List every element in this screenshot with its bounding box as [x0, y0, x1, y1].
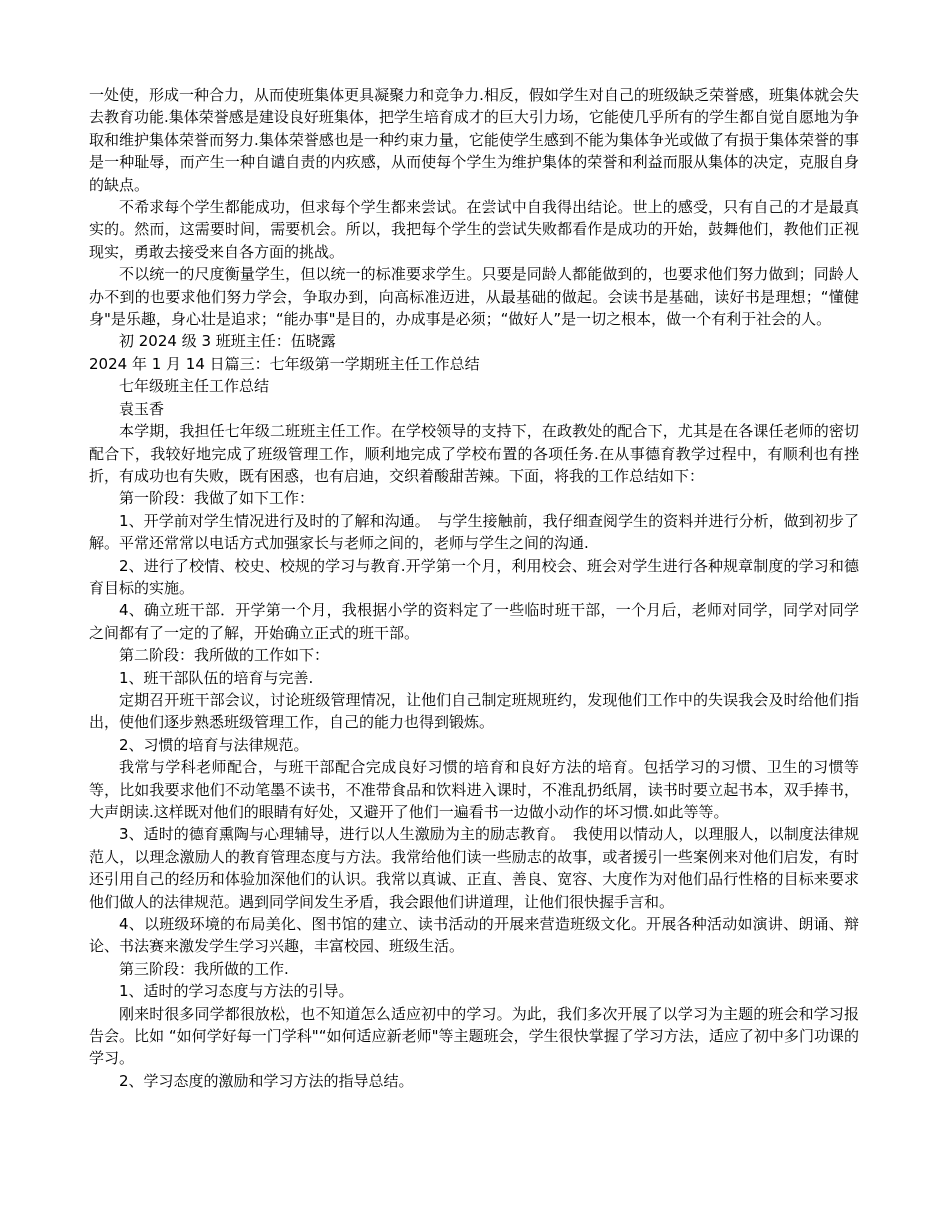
item-heading: 2、习惯的培育与法律规范。	[119, 735, 309, 754]
paragraph: 1、开学前对学生情况进行及时的了解和沟通。 与学生接触前，我仔细查阅学生的资料并进行分析，做到初步了解。平常还常常以电话方式加强家长与老师之间的，老师与学生之间的沟通.	[89, 511, 859, 553]
signature-line: 初 2024 级 3 班班主任：伍晓露	[119, 332, 336, 351]
paragraph: 2、进行了校情、校史、校规的学习与教育.开学第一个月，利用校会、班会对学生进行各种规章制度的学习和德育目标的实施。	[89, 556, 859, 597]
paragraph: 4、以班级环境的布局美化、图书馆的建立、读书活动的开展来营造班级文化。开展各种活动如演讲、朗诵、辩论、书法赛来激发学生学习兴趣，丰富校园、班级生活。	[89, 915, 859, 956]
date-and-section-title: 2024 年 1 月 14 日篇三：七年级第一学期班主任工作总结	[89, 354, 480, 373]
item-heading: 2、学习态度的激励和学习方法的指导总结。	[119, 1071, 414, 1090]
document-page	[89, 84, 859, 1092]
paragraph: 4、确立班干部．开学第一个月，我根据小学的资料定了一些临时班干部，一个月后，老师对同学，同学对同学之间都有了一定的了解，开始确立正式的班干部。	[89, 601, 859, 642]
item-heading: 1、适时的学习态度与方法的引导。	[119, 982, 354, 1001]
stage-heading: 第三阶段：我所做的工作.	[119, 959, 289, 978]
stage-heading: 第二阶段：我所做的工作如下：	[119, 646, 330, 665]
paragraph: 一处使，形成一种合力，从而使班集体更具凝聚力和竞争力.相反，假如学生对自己的班级缺乏荣誉感，班集体就会失去教育功能.集体荣誉感是建设良好班集体，把学生培育成才的巨大引力场，它能使几乎所有的学生都自觉自愿地为争取和维护集体荣誉而努力.集体荣誉感也是一种约束力量，它能使学生感到不能为集体争光或做了有损于集体荣誉的事是一种耻辱，而产生一种自谴自责的内疚感，从而使每个学生为维护集体的荣誉和利益而服从集体的决定，克服自身的缺点。	[89, 86, 859, 194]
stage-heading: 第一阶段：我做了如下工作：	[119, 489, 315, 508]
paragraph: 定期召开班干部会议，讨论班级管理情况，让他们自己制定班规班约，发现他们工作中的失误我会及时给他们指出，使他们逐步熟悉班级管理工作，自己的能力也得到锻炼。	[89, 690, 859, 732]
paragraph: 刚来时很多同学都很放松，也不知道怎么适应初中的学习。为此，我们多次开展了以学习为主题的班会和学习报告会。比如 “如何学好每一门学科"“如何适应新老师"等主题班会，学生很快掌握了学习方法，适应了初中多门功课的学习。	[89, 1004, 859, 1068]
document-title: 七年级班主任工作总结	[119, 377, 270, 396]
paragraph: 我常与学科老师配合，与班干部配合完成良好习惯的培育和良好方法的培育。包括学习的习惯、卫生的习惯等等，比如我要求他们不动笔墨不读书，不准带食品和饮料进入课时，不准乱扔纸屑，读书时要立起书本，双手捧书，大声朗读.这样既对他们的眼睛有好处，又避开了他们一遍看书一边做小动作的坏习惯.如此等等。	[89, 758, 859, 821]
paragraph: 3、适时的德育熏陶与心理辅导，进行以人生激励为主的励志教育。 我使用以情动人，以理服人，以制度法律规范人，以理念激励人的教育管理态度与方法。我常给他们读一些励志的故事，或者援引一些案例来对他们启发，有时还引用自己的经历和体验加深他们的认识。我常以真诚、正直、善良、宽容、大度作为对他们品行性格的目标来要求他们做人的法律规范。遇到同学间发生矛盾，我会跟他们讲道理，让他们很快握手言和。	[89, 825, 859, 911]
item-heading: 1、班干部队伍的培育与完善.	[119, 668, 314, 687]
paragraph: 不希求每个学生都能成功，但求每个学生都来尝试。在尝试中自我得出结论。世上的感受，只有自己的才是最真实的。然而，这需要时间，需要机会。所以，我把每个学生的尝试失败都看作是成功的开始，鼓舞他们，教他们正视现实，勇敢去接受来自各方面的挑战。	[89, 198, 859, 261]
author-name: 袁玉香	[119, 399, 165, 418]
paragraph: 本学期，我担任七年级二班班主任工作。在学校领导的支持下，在政教处的配合下，尤其是在各课任老师的密切配合下，我较好地完成了班级管理工作，顺利地完成了学校布置的各项任务.在从事德育教学过程中，有顺利也有挫折，有成功也有失败，既有困惑，也有启迪，交织着酸甜苦辣。下面，将我的工作总结如下：	[89, 422, 859, 485]
paragraph: 不以统一的尺度衡量学生，但以统一的标准要求学生。只要是同龄人都能做到的，也要求他们努力做到；同龄人办不到的也要求他们努力学会，争取办到，向高标准迈进，从最基础的做起。会读书是基础，读好书是理想；“懂健身"是乐趣，身心壮是追求；“能办事"是目的，办成事是必须；“做好人”是一切之根本，做一个有利于社会的人。	[89, 265, 859, 329]
